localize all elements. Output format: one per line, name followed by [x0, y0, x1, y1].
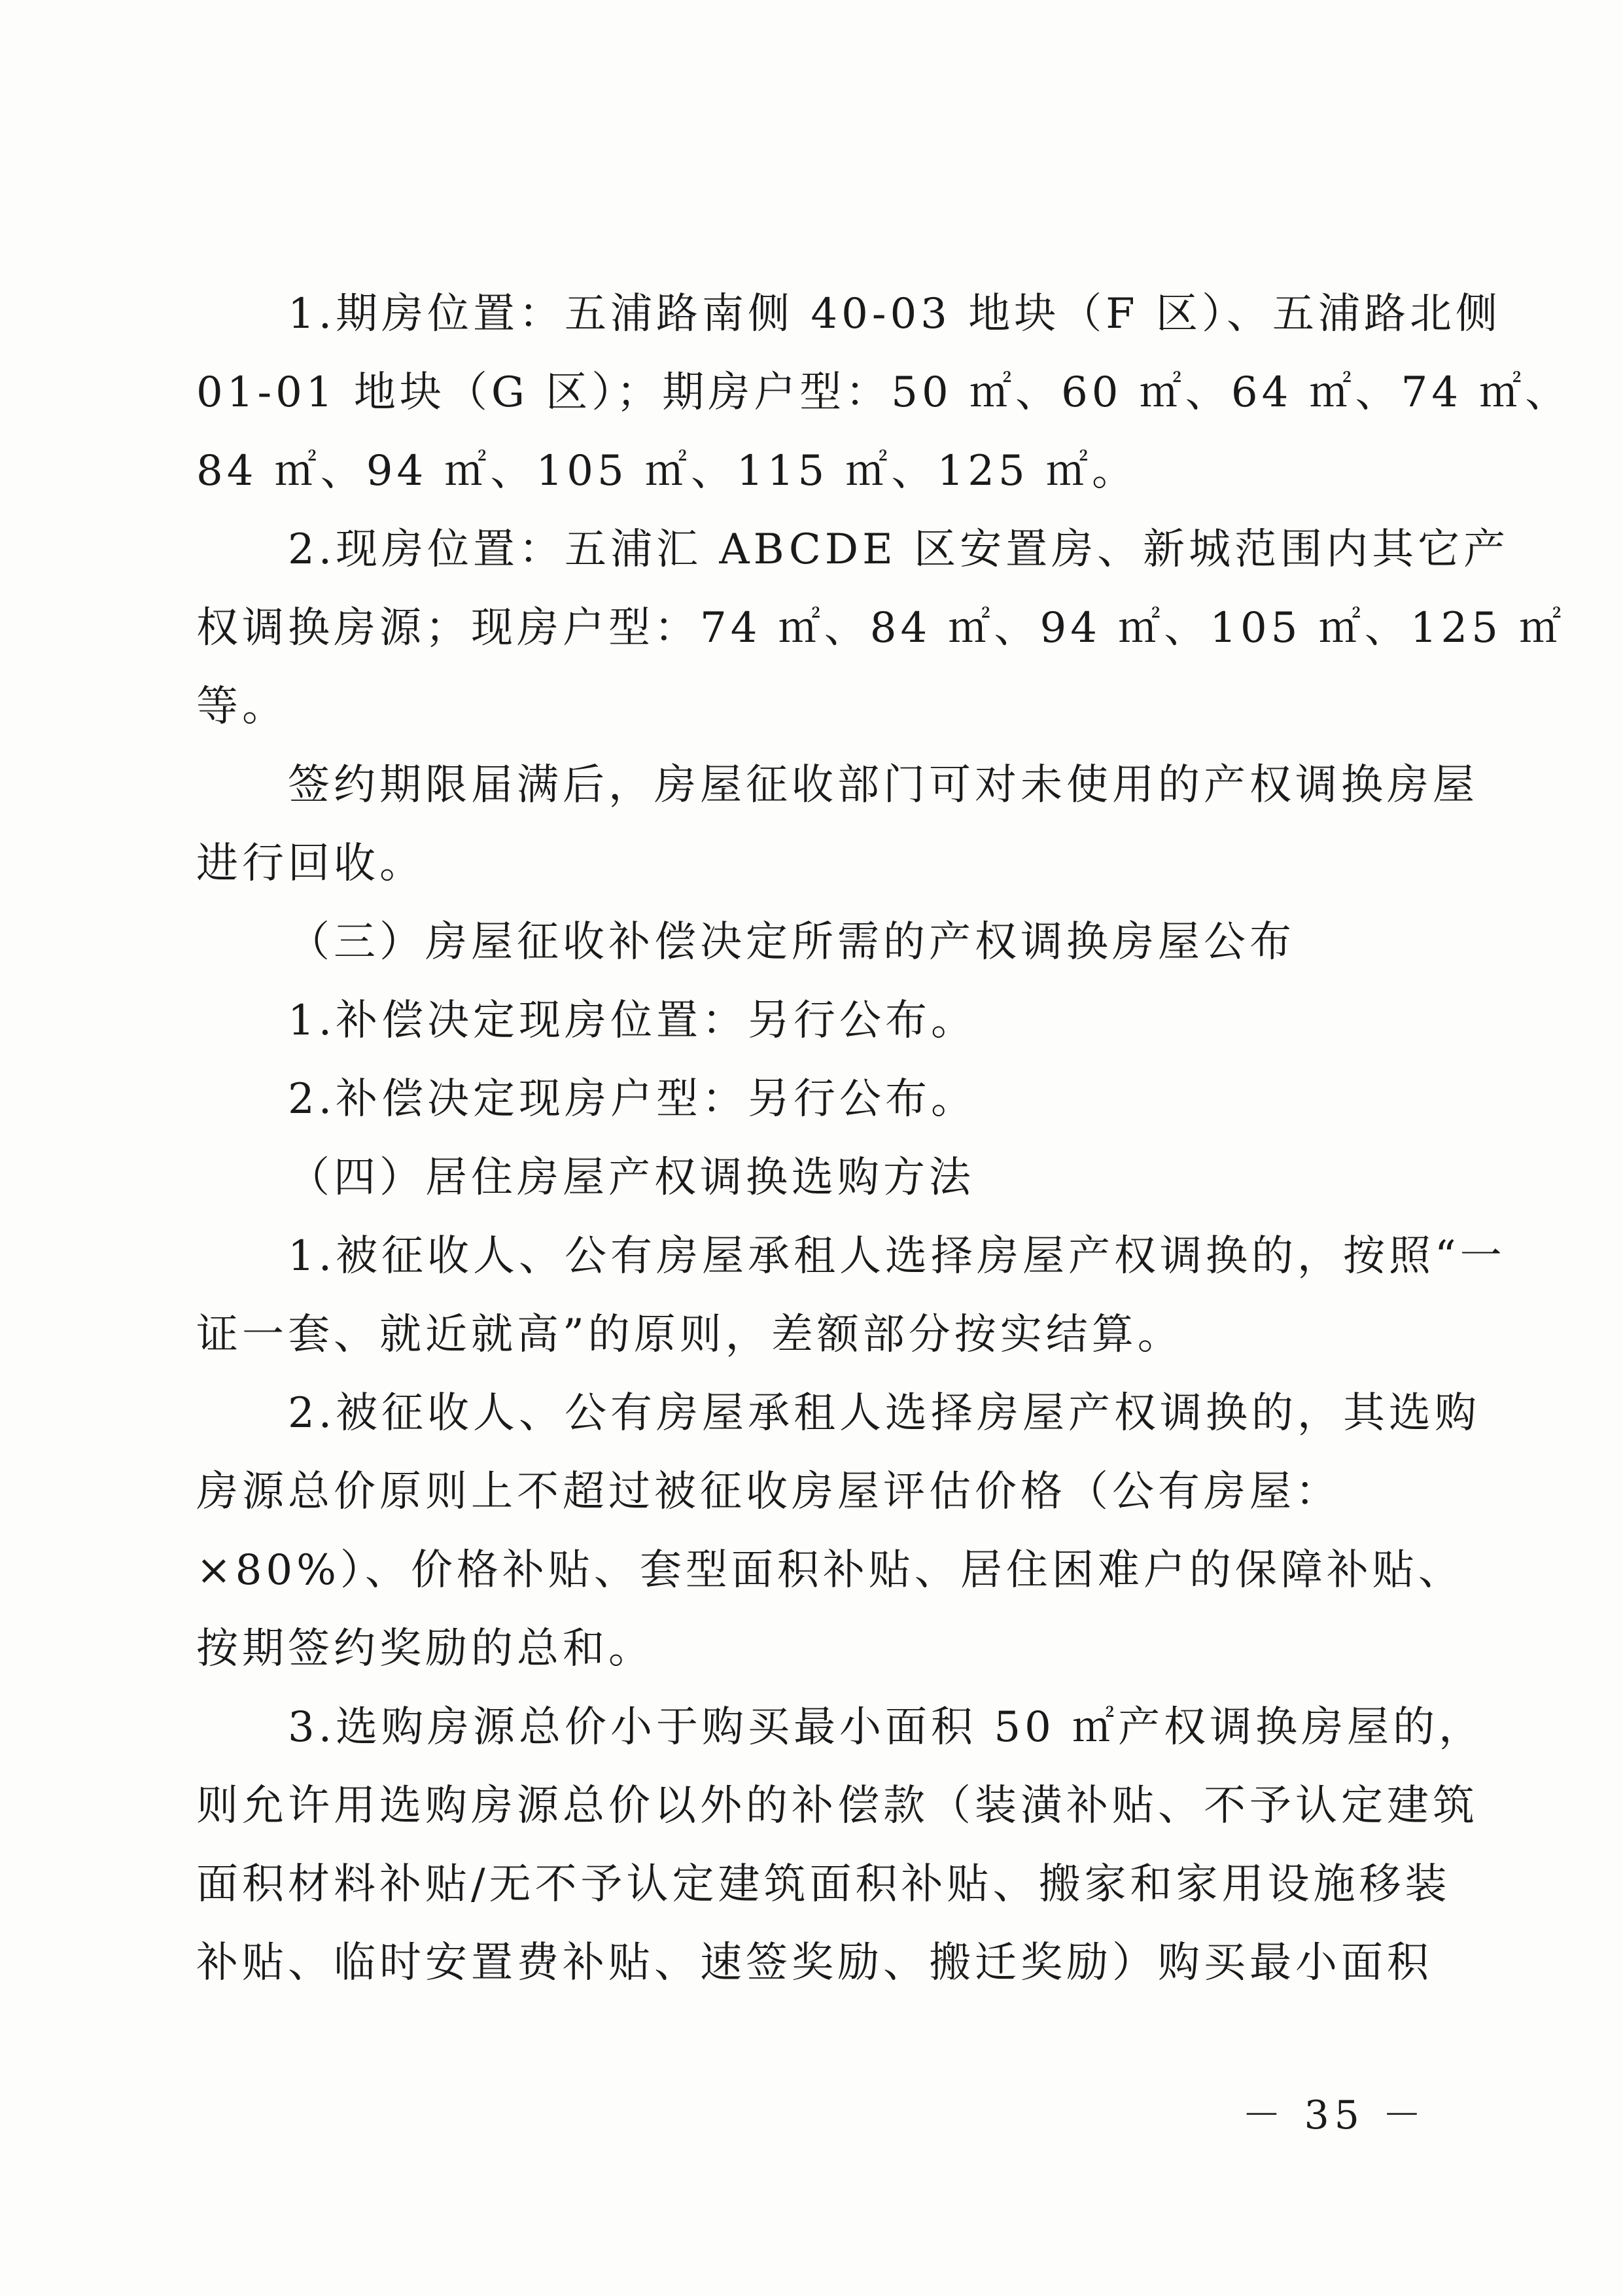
paragraph-line: 84 ㎡、94 ㎡、105 ㎡、115 ㎡、125 ㎡。 — [196, 447, 1138, 495]
paragraph-line: 3.选购房源总价小于购买最小面积 50 ㎡产权调换房屋的， — [288, 1703, 1485, 1752]
body-text — [196, 275, 1571, 2002]
paragraph-line: 签约期限届满后，房屋征收部门可对未使用的产权调换房屋 — [288, 761, 1478, 809]
paragraph-line: 01-01 地块（G 区）；期房户型：50 ㎡、60 ㎡、64 ㎡、74 ㎡、 — [196, 368, 1571, 417]
paragraph-line: 2.被征收人、公有房屋承租人选择房屋产权调换的，其选购 — [288, 1389, 1481, 1438]
paragraph-line: 2.现房位置：五浦汇 ABCDE 区安置房、新城范围内其它产 — [288, 525, 1510, 574]
paragraph-line: 面积材料补贴/无不予认定建筑面积补贴、搬家和家用设施移装 — [196, 1860, 1451, 1909]
paragraph-line: 1.被征收人、公有房屋承租人选择房屋产权调换的，按照“一 — [288, 1232, 1506, 1280]
paragraph-line: 1.补偿决定现房位置：另行公布。 — [288, 997, 977, 1045]
paragraph-line: 则允许用选购房源总价以外的补偿款（装潢补贴、不予认定建筑 — [196, 1782, 1478, 1830]
paragraph-line: 进行回收。 — [196, 839, 425, 888]
paragraph-line: 按期签约奖励的总和。 — [196, 1625, 654, 1673]
paragraph-line: 补贴、临时安置费补贴、速签奖励、搬迁奖励）购买最小面积 — [196, 1939, 1433, 1987]
paragraph-line: 2.补偿决定现房户型：另行公布。 — [288, 1075, 977, 1123]
paragraph-line: 房源总价原则上不超过被征收房屋评估价格（公有房屋： — [196, 1468, 1341, 1516]
section-heading: （四）居住房屋产权调换选购方法 — [288, 1154, 975, 1202]
paragraph-line: 1.期房位置：五浦路南侧 40-03 地块（F 区）、五浦路北侧 — [288, 290, 1501, 338]
page-number: － 35 － — [1242, 2093, 1427, 2138]
paragraph-line: ×80%）、价格补贴、套型面积补贴、居住困难户的保障补贴、 — [196, 1546, 1464, 1595]
section-heading: （三）房屋征收补偿决定所需的产权调换房屋公布 — [288, 918, 1295, 966]
paragraph-line: 等。 — [196, 682, 288, 731]
paragraph-line: 证一套、就近就高”的原则，差额部分按实结算。 — [196, 1311, 1183, 1359]
paragraph-line: 权调换房源；现房户型：74 ㎡、84 ㎡、94 ㎡、105 ㎡、125 ㎡ — [196, 604, 1565, 652]
